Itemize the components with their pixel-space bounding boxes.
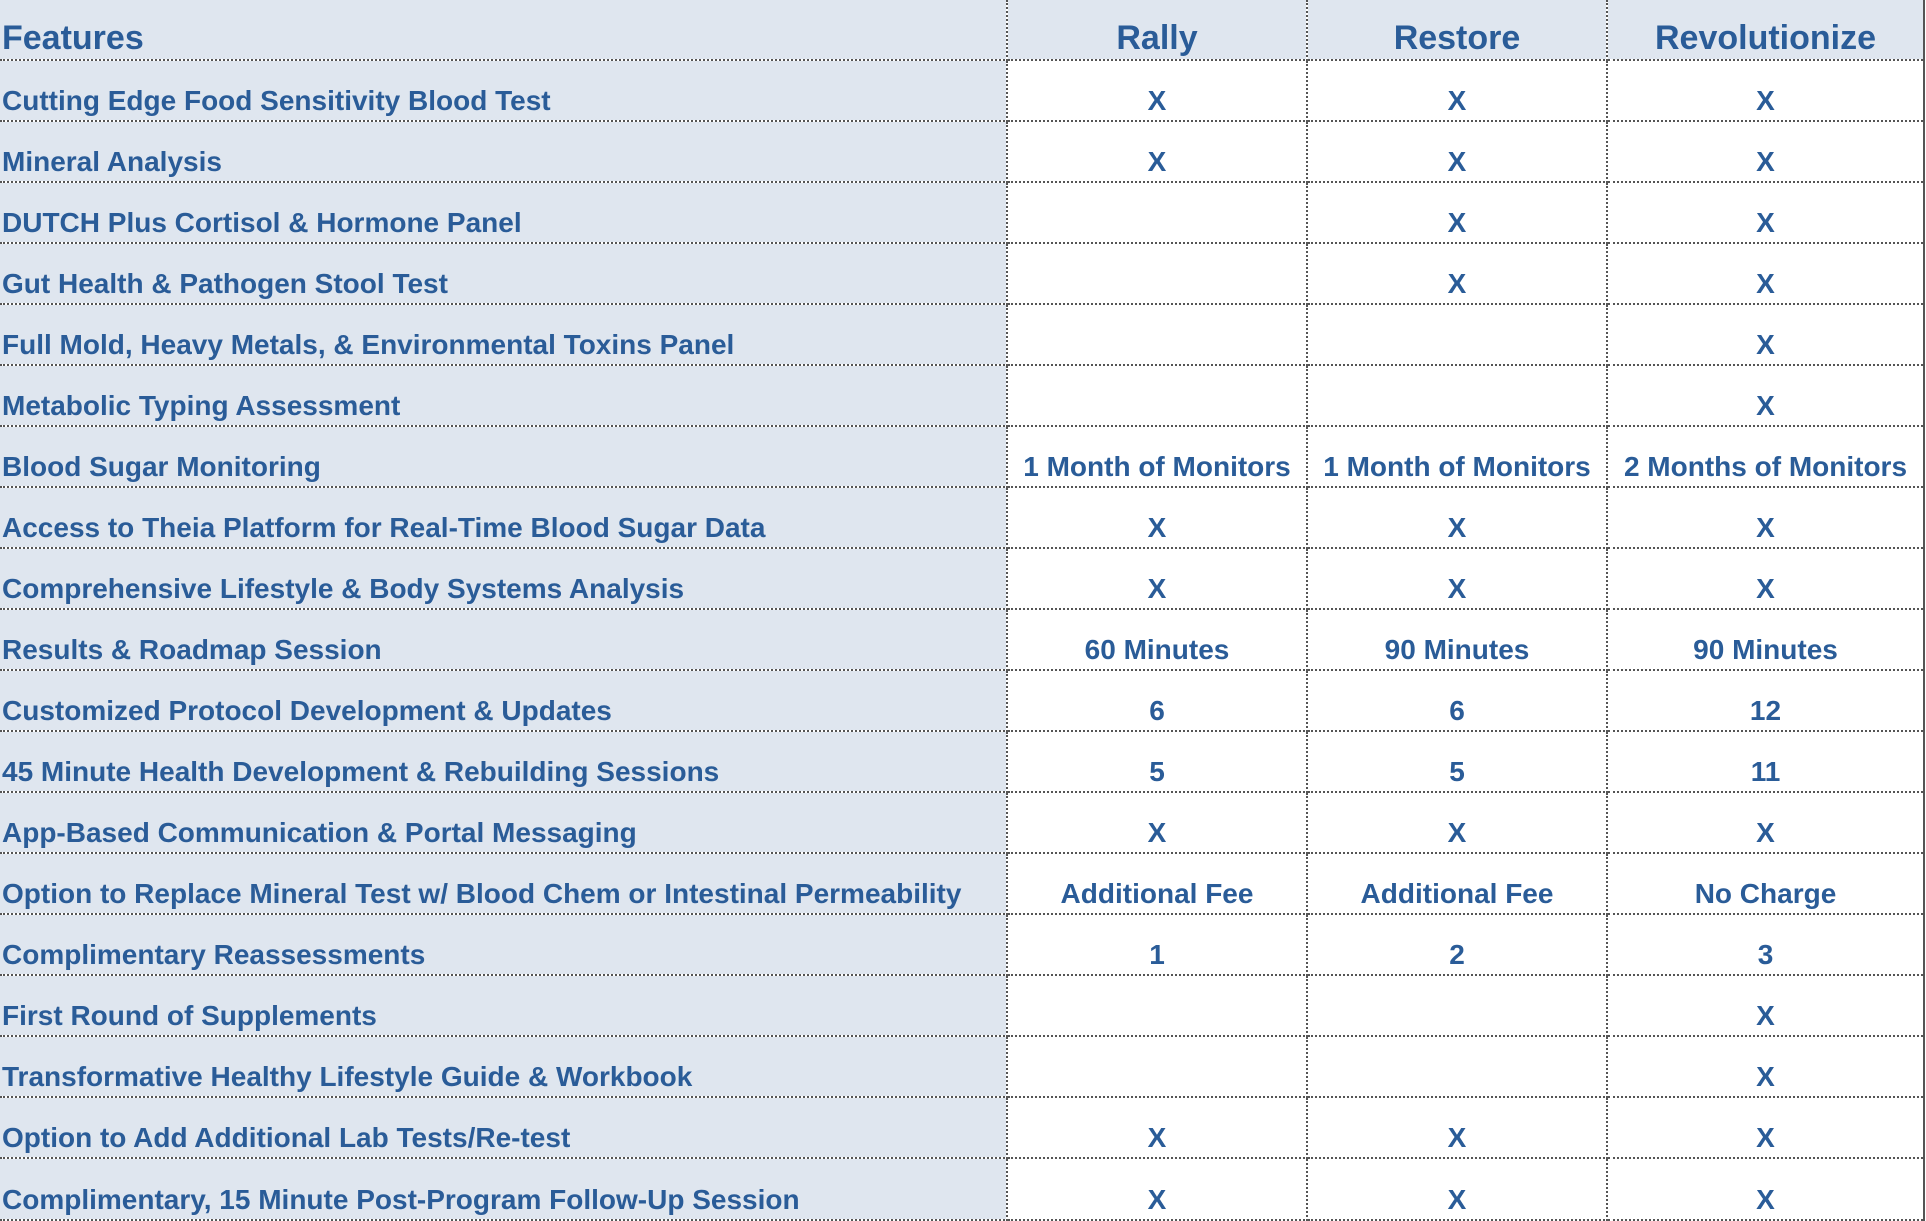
restore-value-cell[interactable]: 90 Minutes — [1307, 609, 1607, 670]
feature-cell[interactable]: Access to Theia Platform for Real-Time Blood Sugar Data — [0, 487, 1007, 548]
feature-cell[interactable]: Transformative Healthy Lifestyle Guide & Workbook — [0, 1036, 1007, 1097]
rally-value-cell[interactable] — [1007, 304, 1307, 365]
rally-value-cell[interactable]: 5 — [1007, 731, 1307, 792]
revolutionize-value-cell[interactable]: 12 — [1607, 670, 1924, 731]
rally-value-cell[interactable]: 1 — [1007, 914, 1307, 975]
feature-cell[interactable]: App-Based Communication & Portal Messaging — [0, 792, 1007, 853]
feature-cell[interactable]: Complimentary Reassessments — [0, 914, 1007, 975]
table-row — [0, 1158, 1924, 1220]
table-row — [0, 121, 1924, 182]
revolutionize-value-cell[interactable]: X — [1607, 1158, 1924, 1220]
table-row — [0, 731, 1924, 792]
rally-value-cell[interactable] — [1007, 365, 1307, 426]
table-row — [0, 426, 1924, 487]
table-row — [0, 792, 1924, 853]
feature-cell[interactable]: Customized Protocol Development & Updates — [0, 670, 1007, 731]
restore-value-cell[interactable]: X — [1307, 243, 1607, 304]
revolutionize-value-cell[interactable]: X — [1607, 182, 1924, 243]
restore-value-cell[interactable]: 6 — [1307, 670, 1607, 731]
rally-value-cell[interactable] — [1007, 1036, 1307, 1097]
revolutionize-value-cell[interactable]: X — [1607, 792, 1924, 853]
revolutionize-column-header[interactable]: Revolutionize — [1607, 0, 1924, 60]
header-row — [0, 0, 1924, 60]
feature-cell[interactable]: Results & Roadmap Session — [0, 609, 1007, 670]
feature-cell[interactable]: Cutting Edge Food Sensitivity Blood Test — [0, 60, 1007, 121]
rally-value-cell[interactable]: Additional Fee — [1007, 853, 1307, 914]
table-row — [0, 609, 1924, 670]
restore-value-cell[interactable]: 2 — [1307, 914, 1607, 975]
restore-value-cell[interactable] — [1307, 975, 1607, 1036]
table-row — [0, 1097, 1924, 1158]
restore-value-cell[interactable]: 1 Month of Monitors — [1307, 426, 1607, 487]
rally-value-cell[interactable] — [1007, 182, 1307, 243]
rally-value-cell[interactable] — [1007, 243, 1307, 304]
revolutionize-value-cell[interactable]: 2 Months of Monitors — [1607, 426, 1924, 487]
feature-cell[interactable]: Option to Add Additional Lab Tests/Re-test — [0, 1097, 1007, 1158]
revolutionize-value-cell[interactable]: X — [1607, 1097, 1924, 1158]
restore-value-cell[interactable]: X — [1307, 60, 1607, 121]
table-row — [0, 914, 1924, 975]
feature-cell[interactable]: Metabolic Typing Assessment — [0, 365, 1007, 426]
restore-value-cell[interactable]: X — [1307, 1158, 1607, 1220]
feature-cell[interactable]: Mineral Analysis — [0, 121, 1007, 182]
table-row — [0, 365, 1924, 426]
restore-column-header[interactable]: Restore — [1307, 0, 1607, 60]
feature-cell[interactable]: Gut Health & Pathogen Stool Test — [0, 243, 1007, 304]
restore-value-cell[interactable] — [1307, 1036, 1607, 1097]
restore-value-cell[interactable]: X — [1307, 1097, 1607, 1158]
revolutionize-value-cell[interactable]: X — [1607, 243, 1924, 304]
table-row — [0, 487, 1924, 548]
feature-cell[interactable]: Full Mold, Heavy Metals, & Environmental Toxins Panel — [0, 304, 1007, 365]
feature-cell[interactable]: DUTCH Plus Cortisol & Hormone Panel — [0, 182, 1007, 243]
rally-value-cell[interactable]: 6 — [1007, 670, 1307, 731]
rally-value-cell[interactable]: X — [1007, 1097, 1307, 1158]
table-row — [0, 670, 1924, 731]
table-row — [0, 548, 1924, 609]
table-row — [0, 975, 1924, 1036]
table-row — [0, 304, 1924, 365]
revolutionize-value-cell[interactable]: 90 Minutes — [1607, 609, 1924, 670]
restore-value-cell[interactable]: Additional Fee — [1307, 853, 1607, 914]
restore-value-cell[interactable]: X — [1307, 121, 1607, 182]
table-row — [0, 60, 1924, 121]
revolutionize-value-cell[interactable]: X — [1607, 304, 1924, 365]
revolutionize-value-cell[interactable]: X — [1607, 365, 1924, 426]
revolutionize-value-cell[interactable]: No Charge — [1607, 853, 1924, 914]
rally-value-cell[interactable]: X — [1007, 792, 1307, 853]
table-row — [0, 853, 1924, 914]
revolutionize-value-cell[interactable]: X — [1607, 975, 1924, 1036]
restore-value-cell[interactable]: X — [1307, 487, 1607, 548]
restore-value-cell[interactable]: X — [1307, 548, 1607, 609]
feature-cell[interactable]: Complimentary, 15 Minute Post-Program Follow-Up Session — [0, 1158, 1007, 1220]
revolutionize-value-cell[interactable]: 11 — [1607, 731, 1924, 792]
feature-cell[interactable]: Option to Replace Mineral Test w/ Blood Chem or Intestinal Permeability — [0, 853, 1007, 914]
revolutionize-value-cell[interactable]: X — [1607, 121, 1924, 182]
feature-cell[interactable]: 45 Minute Health Development & Rebuilding Sessions — [0, 731, 1007, 792]
rally-value-cell[interactable]: X — [1007, 1158, 1307, 1220]
rally-value-cell[interactable]: X — [1007, 487, 1307, 548]
feature-cell[interactable]: Blood Sugar Monitoring — [0, 426, 1007, 487]
rally-value-cell[interactable]: X — [1007, 60, 1307, 121]
features-column-header[interactable]: Features — [0, 0, 1007, 60]
rally-value-cell[interactable]: 1 Month of Monitors — [1007, 426, 1307, 487]
rally-value-cell[interactable]: 60 Minutes — [1007, 609, 1307, 670]
table-row — [0, 1036, 1924, 1097]
restore-value-cell[interactable]: X — [1307, 182, 1607, 243]
rally-value-cell[interactable]: X — [1007, 548, 1307, 609]
restore-value-cell[interactable]: 5 — [1307, 731, 1607, 792]
table-row — [0, 182, 1924, 243]
revolutionize-value-cell[interactable]: 3 — [1607, 914, 1924, 975]
revolutionize-value-cell[interactable]: X — [1607, 548, 1924, 609]
feature-cell[interactable]: First Round of Supplements — [0, 975, 1007, 1036]
restore-value-cell[interactable] — [1307, 304, 1607, 365]
rally-column-header[interactable]: Rally — [1007, 0, 1307, 60]
restore-value-cell[interactable]: X — [1307, 792, 1607, 853]
rally-value-cell[interactable]: X — [1007, 121, 1307, 182]
feature-cell[interactable]: Comprehensive Lifestyle & Body Systems Analysis — [0, 548, 1007, 609]
table-row — [0, 243, 1924, 304]
revolutionize-value-cell[interactable]: X — [1607, 60, 1924, 121]
restore-value-cell[interactable] — [1307, 365, 1607, 426]
rally-value-cell[interactable] — [1007, 975, 1307, 1036]
revolutionize-value-cell[interactable]: X — [1607, 487, 1924, 548]
revolutionize-value-cell[interactable]: X — [1607, 1036, 1924, 1097]
